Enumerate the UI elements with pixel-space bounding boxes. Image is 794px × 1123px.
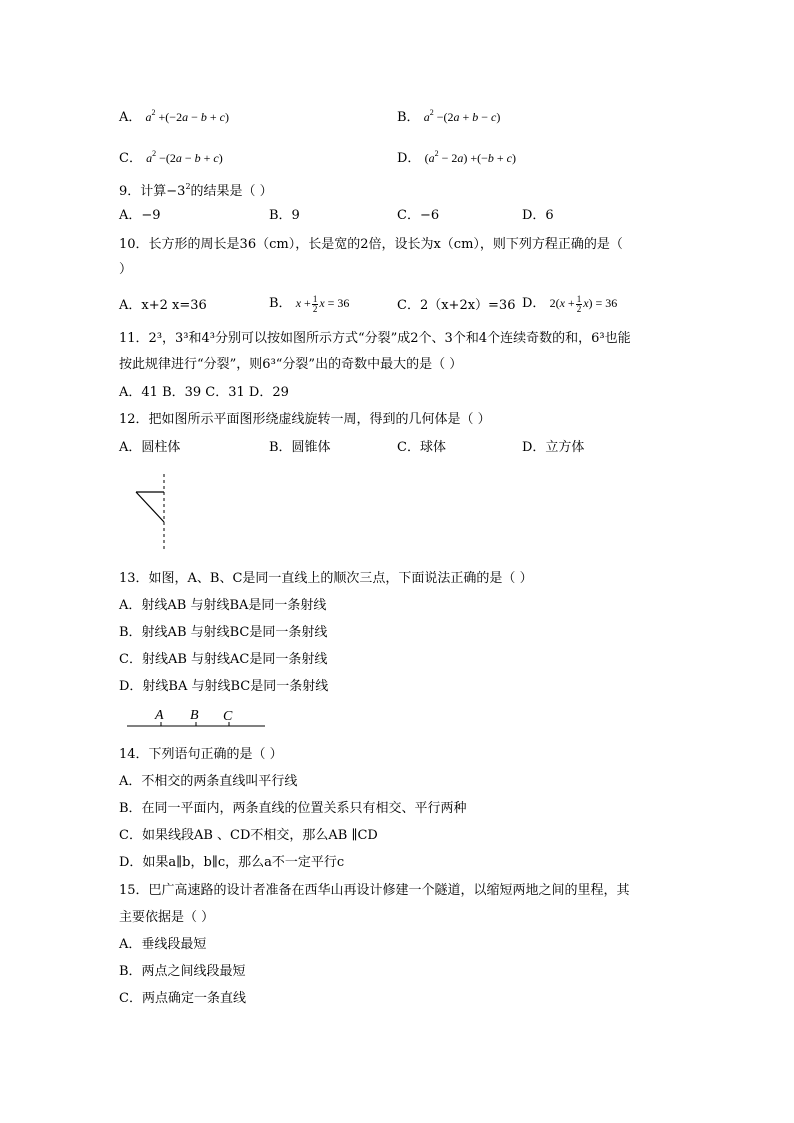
q8-option-b <box>397 108 500 127</box>
q13-label-b: B <box>190 708 199 723</box>
q9-option-d: D．6 <box>522 208 554 223</box>
q11-stem-line1: 11．2³，3³和4³分别可以按如图所示方式“分裂”成2个、3个和4个连续奇数的和，6³也能 <box>119 331 631 346</box>
q14-option-a: A．不相交的两条直线叫平行线 <box>119 774 298 789</box>
q10-option-c: C．2（x+2x）=36 <box>397 298 516 313</box>
q9-option-c: C．−6 <box>397 208 440 223</box>
q9-stem-prefix: 9．计算 <box>119 184 167 199</box>
q8-option-d-formula: $(a^2 - 2a) +(-b + c)$ <box>424 149 516 165</box>
q15-option-b: B．两点之间线段最短 <box>119 964 246 979</box>
q13-option-c: C．射线AB 与射线AC是同一条射线 <box>119 652 328 667</box>
q15-option-a: A．垂线段最短 <box>119 937 207 952</box>
q12-slant-edge <box>136 492 164 522</box>
q13-option-d: D．射线BA 与射线BC是同一条射线 <box>119 679 329 694</box>
q9-stem-suffix: 的结果是（ ） <box>190 184 273 199</box>
q12-option-b: B．圆锥体 <box>269 440 331 455</box>
q8-option-a-formula: $a^2 +(-2a - b + c)$ <box>145 108 229 124</box>
q8-option-c-label: C． <box>119 151 142 166</box>
q8-option-a <box>119 108 229 127</box>
q13-line-figure <box>125 704 270 732</box>
q10-stem-line1: 10．长方形的周长是36（cm），长是宽的2倍，设长为x（cm），则下列方程正确的是（ <box>119 237 623 252</box>
q10-option-b <box>269 294 349 314</box>
q8-option-d-label: D． <box>397 151 421 166</box>
q10-option-d <box>522 294 617 314</box>
q10-option-d-label: D． <box>522 296 546 311</box>
q8-option-c <box>119 149 223 168</box>
q8-option-d <box>397 149 516 168</box>
q15-stem-line2: 主要依据是（ ） <box>119 910 215 925</box>
q8-option-b-formula: $a^2 -(2a + b - c)$ <box>423 108 501 124</box>
q10-option-a: A．x+2 x=36 <box>119 298 207 313</box>
q14-option-d: D．如果a∥b，b∥c，那么a不一定平行c <box>119 855 345 870</box>
q11-options: A．41 B．39 C．31 D．29 <box>119 385 289 400</box>
q13-option-a: A．射线AB 与射线BA是同一条射线 <box>119 598 327 613</box>
q13-stem: 13．如图，A、B、C是同一直线上的顺次三点，下面说法正确的是（ ） <box>119 571 533 586</box>
q14-stem: 14．下列语句正确的是（ ） <box>119 747 283 762</box>
q9-option-a: A．−9 <box>119 208 161 223</box>
q12-option-d: D．立方体 <box>522 440 585 455</box>
q13-label-a: A <box>155 708 164 723</box>
q13-option-b: B．射线AB 与射线BC是同一条射线 <box>119 625 328 640</box>
q9-stem-expression: $-3^2$ <box>166 182 191 199</box>
q10-option-b-formula: x + $\frac{1}{2}$ x = 36 <box>295 293 350 314</box>
q13-label-c: C <box>223 709 233 724</box>
q8-option-a-label: A． <box>119 110 142 125</box>
q15-stem-line1: 15．巴广高速路的设计者准备在西华山再设计修建一个隧道，以缩短两地之间的里程，其 <box>119 883 630 898</box>
q8-option-b-label: B． <box>397 110 420 125</box>
q15-option-c: C．两点确定一条直线 <box>119 991 246 1006</box>
q9-stem <box>119 183 273 201</box>
q14-option-b: B．在同一平面内，两条直线的位置关系只有相交、平行两种 <box>119 801 467 816</box>
q10-stem-line2: ） <box>119 262 133 277</box>
q12-option-a: A．圆柱体 <box>119 440 181 455</box>
q12-stem: 12．把如图所示平面图形绕虚线旋转一周，得到的几何体是（ ） <box>119 412 491 427</box>
q10-option-b-label: B． <box>269 296 292 311</box>
q9-option-b: B．9 <box>269 208 300 223</box>
q10-option-d-formula: 2(x + $\frac{1}{2}$ x) = 36 <box>549 293 618 314</box>
q12-rotation-figure <box>130 470 180 555</box>
q8-option-c-formula: $a^2 -(2a - b + c)$ <box>146 149 223 165</box>
q12-option-c: C．球体 <box>397 440 446 455</box>
q11-stem-line2: 按此规律进行“分裂”，则6³“分裂”出的奇数中最大的是（ ） <box>119 357 463 372</box>
q14-option-c: C．如果线段AB 、CD不相交，那么AB ∥CD <box>119 828 378 843</box>
